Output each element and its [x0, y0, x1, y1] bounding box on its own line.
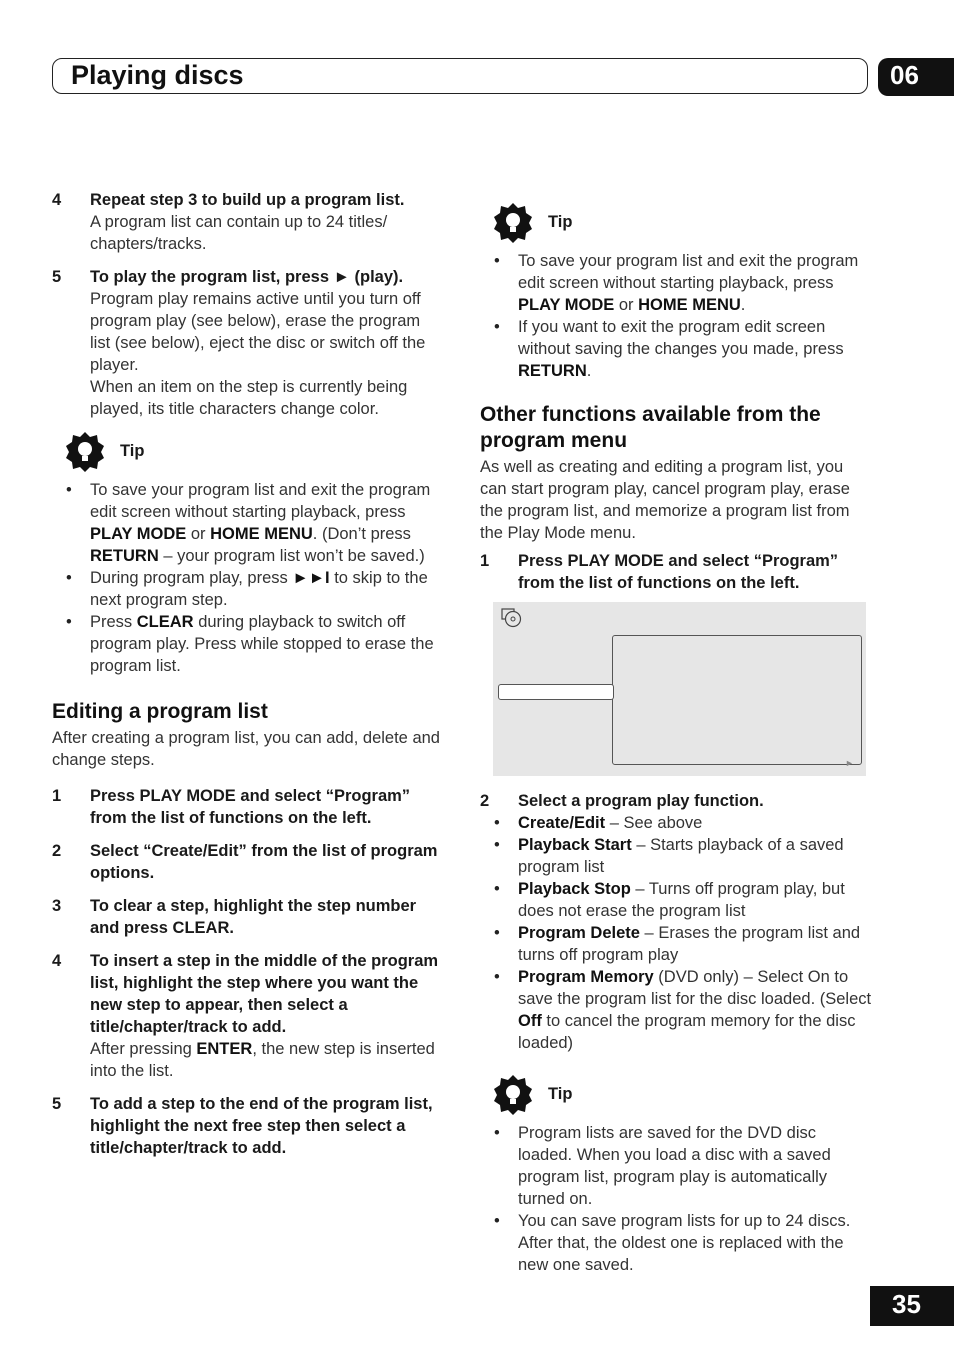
- tip-header: [492, 1074, 872, 1118]
- step-body: After pressing ENTER, the new step is inserted into the list.: [90, 1040, 435, 1080]
- step-number: 1: [480, 552, 490, 570]
- right-column: [480, 196, 872, 1276]
- step-heading: Press PLAY MODE and select “Program” from the list of functions on the left.: [90, 787, 411, 827]
- step-4: [52, 189, 444, 255]
- tip-label: Tip: [548, 1085, 573, 1103]
- list-item: • Create/Edit – See above: [480, 812, 872, 834]
- step-heading: To play the program list, press ► (play).: [90, 268, 404, 286]
- step-number: 5: [52, 1095, 62, 1113]
- step-heading: Select a program play function.: [518, 792, 764, 810]
- list-item: • Program Delete – Erases the program list and turns off program play: [480, 922, 872, 966]
- disc-icon: [501, 608, 523, 628]
- step-body: When an item on the step is currently being played, its title characters change color.: [90, 378, 408, 418]
- step-number: 2: [480, 792, 490, 810]
- section-heading: Other functions available from the program menu: [480, 403, 821, 452]
- list-item: • Program lists are saved for the DVD disc loaded. When you load a disc with a saved program list, program play is automatically turned on.: [480, 1122, 872, 1210]
- edit-step-1: [52, 785, 444, 829]
- other-step-1: [480, 550, 872, 594]
- section-heading: Editing a program list: [52, 700, 268, 723]
- left-column: [52, 189, 444, 1170]
- step-heading: To insert a step in the middle of the program list, highlight the step where you want the new step to appear, then select a title/chapter/track to add.: [90, 952, 439, 1036]
- section-intro: After creating a program list, you can add, delete and change steps.: [52, 729, 440, 769]
- edit-step-4: [52, 950, 444, 1082]
- edit-step-2: [52, 840, 444, 884]
- tip-label: Tip: [120, 442, 145, 460]
- step-body: Program play remains active until you turn off program play (see below), erase the program list (see below), eject the disc or switch off the player.: [90, 290, 426, 374]
- list-item: • If you want to exit the program edit screen without saving the changes you made, press RETURN.: [480, 316, 872, 382]
- section-intro: As well as creating and editing a program list, you can start program play, cancel program play, erase the program list, and memorize a program list from the Play Mode menu.: [480, 458, 850, 542]
- list-item: • You can save program lists for up to 24 discs. After that, the oldest one is replaced with the new one saved.: [480, 1210, 872, 1276]
- step-number: 5: [52, 268, 62, 286]
- step-heading: Repeat step 3 to build up a program list.: [90, 191, 405, 209]
- step-heading: To add a step to the end of the program list, highlight the next free step then select a title/chapter/track to add.: [90, 1095, 433, 1157]
- list-item: • Press CLEAR during playback to switch off program play. Press while stopped to erase the program list.: [52, 611, 444, 677]
- tip-list: [52, 479, 444, 677]
- step-number: 2: [52, 842, 62, 860]
- step-heading: To clear a step, highlight the step number and press CLEAR.: [90, 897, 417, 937]
- step-heading: Press PLAY MODE and select “Program” from the list of functions on the left.: [518, 552, 839, 592]
- list-item: • Playback Stop – Turns off program play, but does not erase the program list: [480, 878, 872, 922]
- tip-header: [492, 202, 872, 246]
- tip-list: [480, 1122, 872, 1276]
- tip-list: [480, 250, 872, 382]
- list-item: • Playback Start – Starts playback of a saved program list: [480, 834, 872, 878]
- lightbulb-icon: [64, 431, 106, 473]
- page-number: [870, 1286, 954, 1326]
- program-options-panel: [612, 635, 862, 768]
- list-item: • To save your program list and exit the program edit screen without starting playback, press PLAY MODE or HOME MENU. (Don’t press RETURN – your program list won’t be saved.): [52, 479, 444, 567]
- step-number: 3: [52, 897, 62, 915]
- edit-step-3: [52, 895, 444, 939]
- chapter-number: 06: [890, 60, 919, 90]
- page-title: Playing discs: [71, 60, 244, 90]
- play-icon: ►: [845, 758, 854, 768]
- tip-label: Tip: [548, 213, 573, 231]
- program-menu-screen: [493, 602, 866, 776]
- step-number: 1: [52, 787, 62, 805]
- header-box: [52, 58, 868, 94]
- other-step-2: [480, 790, 872, 812]
- selected-function-item[interactable]: [498, 684, 614, 700]
- step-number: 4: [52, 191, 62, 209]
- step-heading: Select “Create/Edit” from the list of program options.: [90, 842, 438, 882]
- list-item: • To save your program list and exit the program edit screen without starting playback, press PLAY MODE or HOME MENU.: [480, 250, 872, 316]
- list-item: • During program play, press ►►I to skip to the next program step.: [52, 567, 444, 611]
- step-number: 4: [52, 952, 62, 970]
- page-number-text: 35: [892, 1289, 921, 1319]
- function-list: [480, 812, 872, 1054]
- chapter-tab: [878, 58, 954, 96]
- step-5: [52, 266, 444, 420]
- lightbulb-icon: [492, 1074, 534, 1116]
- lightbulb-icon: [492, 202, 534, 244]
- step-body: A program list can contain up to 24 titles/ chapters/tracks.: [90, 213, 388, 253]
- tip-header: [64, 431, 444, 475]
- list-item: • Program Memory (DVD only) – Select On to save the program list for the disc loaded. (Select Off to cancel the program memory for the disc loaded): [480, 966, 872, 1054]
- edit-step-5: [52, 1093, 444, 1159]
